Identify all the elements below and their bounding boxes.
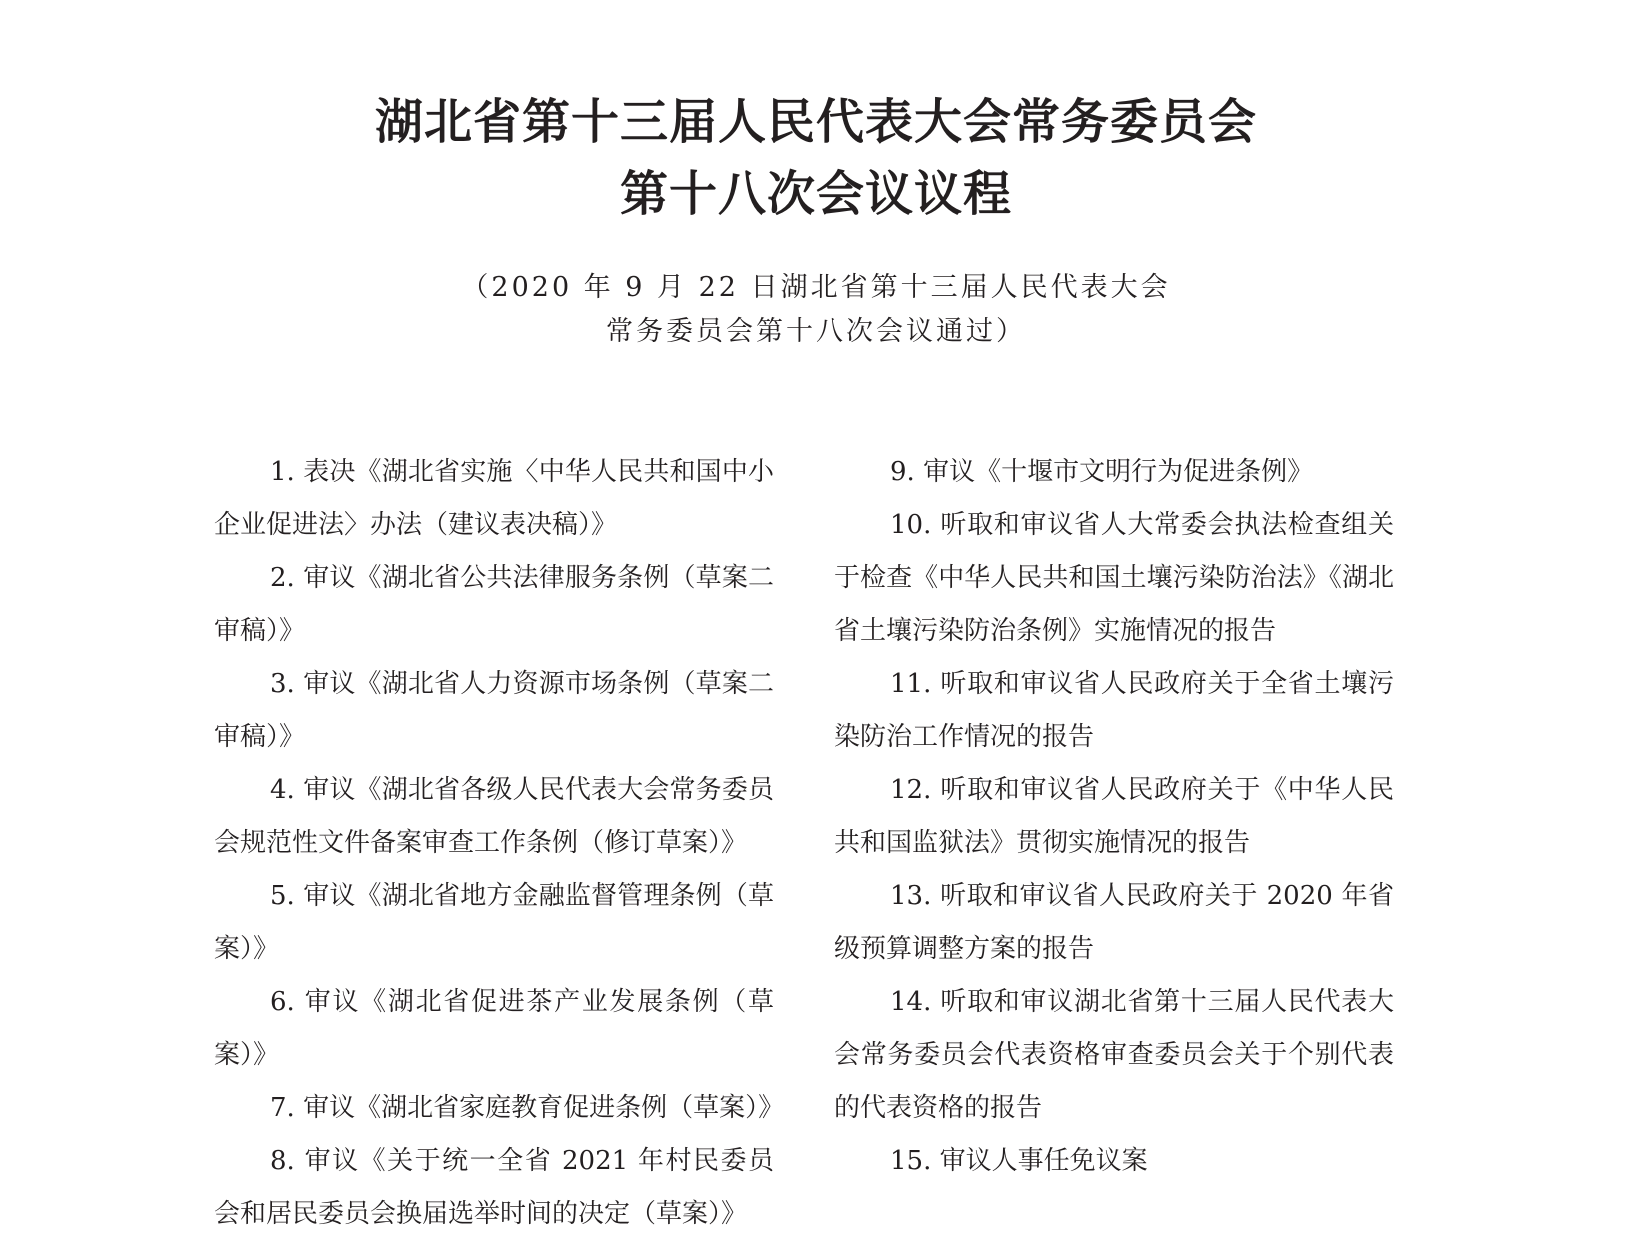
agenda-item-12: 12. 听取和审议省人民政府关于《中华人民共和国监狱法》贯彻实施情况的报告 xyxy=(834,775,1394,858)
agenda-item-11: 11. 听取和审议省人民政府关于全省土壤污染防治工作情况的报告 xyxy=(834,669,1394,752)
agenda-left-column xyxy=(214,446,785,1241)
agenda-item-10: 10. 听取和审议省人大常委会执法检查组关于检查《中华人民共和国土壤污染防治法》《湖北省土壤污染防治条例》实施情况的报告 xyxy=(834,510,1394,646)
agenda-item-3: 3. 审议《湖北省人力资源市场条例（草案二审稿）》 xyxy=(214,669,774,752)
agenda-item-5: 5. 审议《湖北省地方金融监督管理条例（草案）》 xyxy=(214,881,774,964)
agenda-item-8: 8. 审议《关于统一全省 2021 年村民委员会和居民委员会换届选举时间的决定（草案）》 xyxy=(214,1146,774,1229)
page-title-line2: 第十八次会议议程 xyxy=(619,166,1012,222)
page-title-line1: 湖北省第十三届人民代表大会常务委员会 xyxy=(374,94,1257,150)
agenda-item-2: 2. 审议《湖北省公共法律服务条例（草案二审稿）》 xyxy=(214,563,774,646)
agenda-item-13: 13. 听取和审议省人民政府关于 2020 年省级预算调整方案的报告 xyxy=(834,881,1394,964)
subtitle-line1: （2020 年 9 月 22 日湖北省第十三届人民代表大会 xyxy=(461,272,1171,303)
agenda-item-15: 15. 审议人事任免议案 xyxy=(890,1146,1148,1176)
agenda-item-1: 1. 表决《湖北省实施〈中华人民共和国中小企业促进法〉办法（建议表决稿）》 xyxy=(214,457,774,540)
agenda-item-4: 4. 审议《湖北省各级人民代表大会常务委员会规范性文件备案审查工作条例（修订草案）》 xyxy=(214,775,774,858)
agenda-item-14: 14. 听取和审议湖北省第十三届人民代表大会常务委员会代表资格审查委员会关于个别代表的代表资格的报告 xyxy=(834,987,1394,1123)
agenda-item-6: 6. 审议《湖北省促进茶产业发展条例（草案）》 xyxy=(214,987,774,1070)
agenda-item-9: 9. 审议《十堰市文明行为促进条例》 xyxy=(890,457,1314,487)
agenda-item-7: 7. 审议《湖北省家庭教育促进条例（草案）》 xyxy=(270,1093,785,1123)
agenda-right-column xyxy=(834,446,1394,1188)
subtitle-line2: 常务委员会第十八次会议通过） xyxy=(606,316,1026,347)
